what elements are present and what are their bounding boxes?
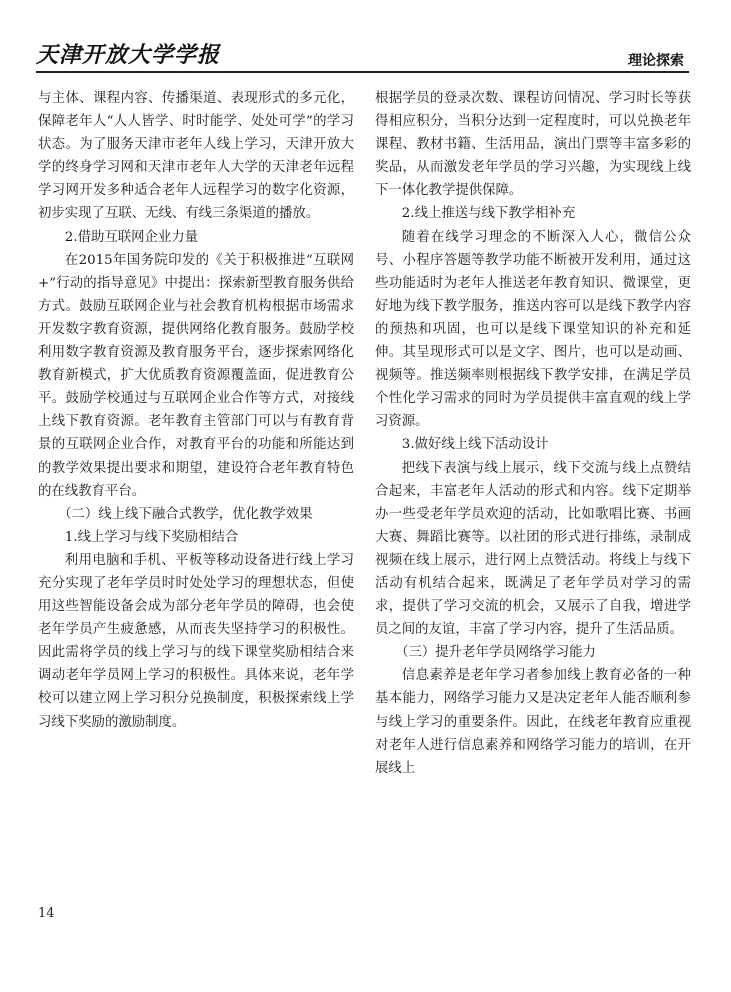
paragraph: 随着在线学习理念的不断深入人心，微信公众号、小程序答题等教学功能不断被开发利用，通过这些功能适时为老年人推送老年教育知识、微课堂，更好地为线下教学服务，推送内容可以是线下教学内容的预热和巩固，也可以是线下课堂知识的补充和延伸。其呈现形式可以是文字、图片，也可以是动画、视频等。推送频率则根据线下教学安排，在满足学员个性化学习需求的同时为学员提供丰富直观的线上学习资源。 — [375, 229, 691, 430]
section-label: 理论探索 — [628, 53, 684, 69]
subsection-heading: 3.做好线上线下活动设计 — [401, 437, 549, 453]
paragraph: 根据学员的登录次数、课程访问情况、学习时长等获得相应积分，当积分达到一定程度时，可以兑换老年课程、教材书籍、生活用品，演出门票等丰富多彩的奖品，从而激发老年学员的学习兴趣，为实现线上线下一体化教学提供保障。 — [375, 91, 691, 199]
paragraph: 利用电脑和手机、平板等移动设备进行线上学习充分实现了老年学员时时处处学习的理想状态，但使用这些智能设备会成为部分老年学员的障碍，也会使老年学员产生疲惫感，从而丧失坚持学习的积极性。因此需将学员的线上学习与的线下课堂奖励相结合来调动老年学员网上学习的积极性。具体来说，老年学校可以建立网上学习积分兑换制度，积极探索线上学习线下奖励的激励制度。 — [38, 552, 354, 730]
journal-masthead: 天津开放大学学报 — [36, 42, 221, 68]
section-heading: （三）提升老年学员网络学习能力 — [395, 645, 596, 661]
left-column — [38, 87, 354, 734]
subsection-heading: 1.线上学习与线下奖励相结合 — [64, 529, 239, 545]
header-rule — [36, 71, 689, 73]
right-column — [375, 87, 691, 780]
paragraph: 与主体、课程内容、传播渠道、表现形式的多元化，保障老年人“人人皆学、时时能学、处处可学”的学习状态。为了服务天津市老年人线上学习，天津开放大学的终身学习网和天津市老年人大学的天津老年远程学习网开发多种适合老年人远程学习的数字化资源，初步实现了互联、无线、有线三条渠道的播放。 — [38, 91, 354, 222]
paragraph: 信息素养是老年学习者参加线上教育必备的一种基本能力，网络学习能力又是决定老年人能否顺利参与线上学习的重要条件。因此，在线老年教育应重视对老年人进行信息素养和网络学习能力的培训，在开展线上 — [375, 668, 691, 776]
subsection-heading: 2.线上推送与线下教学相补充 — [401, 206, 576, 222]
paragraph: 在2015年国务院印发的《关于积极推进“互联网+”行动的指导意见》中提出：探索新型教育服务供给方式。鼓励互联网企业与社会教育机构根据市场需求开发数字教育资源，提供网络化教育服务。鼓励学校利用数字教育资源及教育服务平台，逐步探索网络化教育新模式，扩大优质教育资源覆盖面，促进教育公平。鼓励学校通过与互联网企业合作等方式，对接线上线下教育资源。老年教育主管部门可以与有教育背景的互联网企业合作，对教育平台的功能和所能达到的教学效果提出要求和期望，建设符合老年教育特色的在线教育平台。 — [38, 252, 354, 499]
section-heading: （二）线上线下融合式教学，优化教学效果 — [58, 506, 313, 522]
subsection-heading: 2.借助互联网企业力量 — [64, 229, 199, 245]
page-number: 14 — [38, 906, 55, 921]
paragraph: 把线下表演与线上展示，线下交流与线上点赞结合起来，丰富老年人活动的形式和内容。线下定期举办一些受老年学员欢迎的活动，比如歌唱比赛、书画大赛、舞蹈比赛等。以社团的形式进行排练，录制成视频在线上展示，进行网上点赞活动。将线上与线下活动有机结合起来，既满足了老年学员对学习的需求，提供了学习交流的机会，又展示了自我，增进学员之间的友谊，丰富了学习内容，提升了生活品质。 — [375, 460, 691, 638]
